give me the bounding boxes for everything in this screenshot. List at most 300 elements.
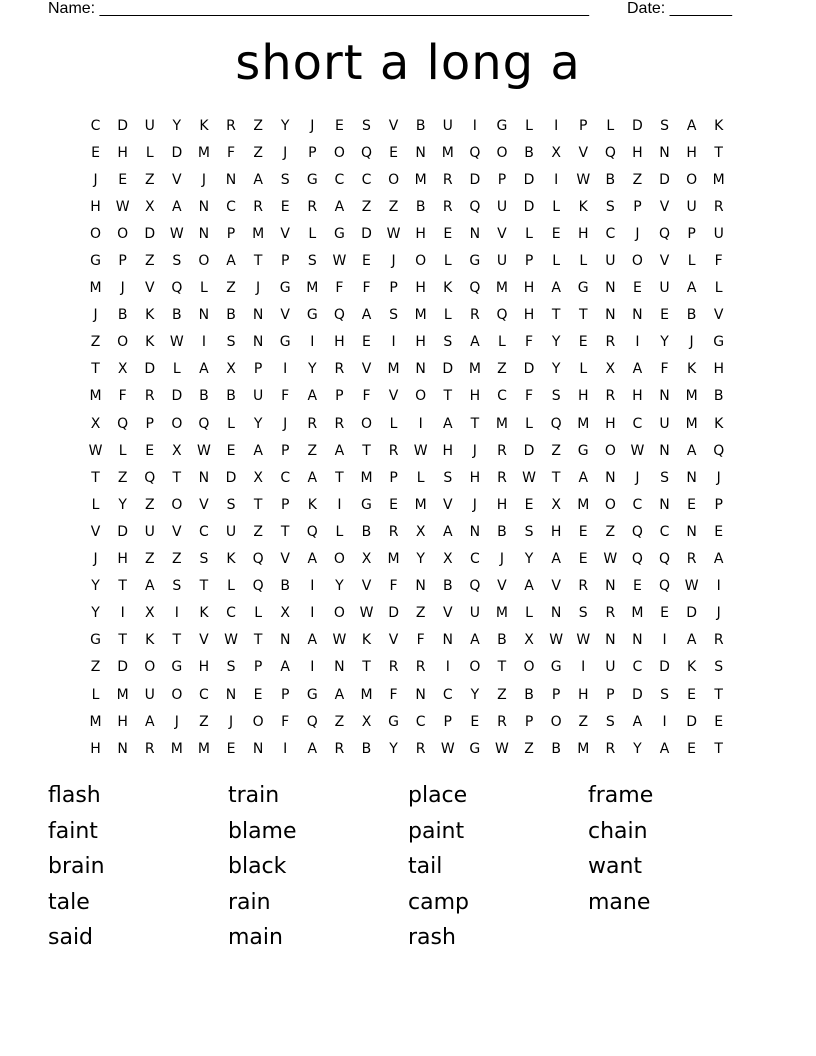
grid-letter: G: [388, 713, 399, 730]
grid-letter: T: [118, 632, 127, 649]
grid-letter: M: [414, 496, 427, 513]
date-field-label: Date: _______: [627, 0, 732, 17]
grid-letter: V: [144, 280, 155, 297]
grid-letter: G: [361, 496, 372, 513]
grid-letter: A: [307, 740, 318, 757]
grid-letter: H: [198, 659, 210, 676]
grid-letter: W: [495, 740, 509, 757]
grid-letter: U: [225, 523, 237, 540]
word-list-item: black: [228, 854, 287, 880]
grid-letter: Y: [118, 496, 127, 513]
grid-letter: H: [117, 713, 128, 730]
grid-letter: X: [361, 713, 372, 730]
grid-letter: G: [90, 632, 101, 649]
grid-letter: S: [389, 307, 399, 324]
grid-letter: Z: [199, 713, 209, 730]
grid-letter: D: [686, 605, 697, 622]
grid-letter: Z: [253, 117, 263, 134]
grid-letter: K: [199, 605, 209, 622]
grid-letter: B: [199, 388, 209, 405]
grid-letter: F: [714, 253, 723, 270]
grid-letter: T: [362, 442, 371, 459]
grid-letter: U: [144, 686, 155, 703]
grid-letter: I: [662, 713, 667, 730]
grid-letter: I: [283, 361, 288, 378]
grid-letter: Q: [360, 144, 372, 161]
grid-letter: K: [199, 117, 209, 134]
grid-letter: G: [171, 659, 183, 676]
grid-letter: F: [416, 632, 425, 649]
grid-letter: D: [117, 523, 129, 540]
grid-letter: W: [522, 469, 536, 486]
grid-letter: M: [387, 361, 400, 378]
grid-letter: T: [551, 469, 561, 486]
grid-letter: G: [90, 253, 101, 270]
grid-letter: P: [280, 253, 290, 270]
grid-letter: A: [551, 551, 561, 568]
grid-letter: Y: [335, 578, 344, 595]
grid-letter: Z: [144, 551, 155, 568]
grid-letter: X: [117, 361, 128, 378]
word-list-item: tale: [48, 889, 90, 915]
grid-letter: Q: [659, 551, 671, 568]
grid-letter: E: [632, 578, 642, 595]
grid-letter: G: [496, 117, 508, 134]
grid-letter: B: [442, 578, 453, 595]
grid-letter: Y: [551, 334, 561, 351]
grid-letter: N: [442, 632, 453, 649]
grid-letter: P: [118, 253, 127, 270]
grid-letter: W: [440, 740, 455, 757]
grid-letter: B: [117, 307, 128, 324]
grid-letter: D: [686, 713, 697, 730]
grid-letter: W: [359, 605, 374, 622]
grid-letter: Q: [117, 415, 129, 432]
grid-letter: A: [199, 361, 209, 378]
grid-letter: U: [496, 253, 508, 270]
grid-letter: K: [578, 198, 588, 215]
grid-letter: G: [469, 253, 481, 270]
grid-letter: Y: [91, 578, 100, 595]
grid-letter: X: [551, 144, 561, 161]
grid-letter: H: [442, 442, 454, 459]
grid-letter: O: [415, 388, 427, 405]
grid-letter: E: [118, 171, 128, 188]
grid-letter: L: [498, 334, 506, 351]
grid-letter: F: [362, 388, 371, 405]
grid-letter: F: [226, 144, 236, 161]
grid-letter: G: [550, 659, 562, 676]
grid-letter: E: [470, 713, 480, 730]
grid-letter: Q: [252, 578, 264, 595]
grid-letter: K: [714, 415, 724, 432]
grid-letter: O: [117, 334, 129, 351]
grid-letter: H: [550, 523, 562, 540]
grid-letter: J: [472, 442, 477, 459]
grid-letter: R: [415, 740, 426, 757]
grid-letter: U: [659, 415, 670, 432]
grid-letter: M: [414, 171, 427, 188]
grid-letter: Y: [524, 551, 534, 568]
grid-letter: W: [630, 442, 645, 459]
grid-letter: V: [659, 198, 670, 215]
grid-letter: R: [388, 523, 399, 540]
grid-letter: S: [578, 605, 588, 622]
grid-letter: V: [442, 496, 453, 513]
grid-letter: R: [442, 198, 453, 215]
grid-letter: P: [551, 686, 561, 703]
grid-letter: R: [307, 415, 318, 432]
grid-letter: E: [145, 442, 155, 459]
grid-letter: F: [118, 388, 127, 405]
grid-letter: X: [524, 632, 534, 649]
grid-letter: B: [686, 307, 697, 324]
word-list-item: chain: [588, 818, 648, 844]
grid-letter: A: [632, 713, 643, 730]
grid-letter: T: [714, 144, 723, 161]
grid-letter: J: [716, 605, 721, 622]
grid-letter: Q: [469, 280, 481, 297]
grid-letter: H: [523, 307, 535, 324]
grid-letter: O: [171, 415, 183, 432]
grid-letter: V: [199, 632, 209, 649]
grid-letter: Y: [253, 415, 263, 432]
word-list-item: train: [228, 783, 280, 808]
grid-letter: S: [714, 659, 724, 676]
grid-letter: Z: [90, 334, 101, 351]
grid-letter: N: [659, 442, 670, 459]
grid-letter: E: [443, 225, 453, 242]
grid-letter: L: [552, 198, 561, 215]
grid-letter: S: [307, 253, 317, 270]
grid-letter: V: [713, 307, 724, 324]
grid-letter: O: [469, 659, 481, 676]
grid-letter: N: [198, 198, 210, 215]
grid-letter: L: [579, 361, 588, 378]
grid-letter: M: [685, 415, 698, 432]
grid-letter: Z: [253, 144, 263, 161]
grid-letter: X: [280, 605, 290, 622]
grid-letter: J: [391, 253, 396, 270]
grid-letter: E: [687, 740, 697, 757]
grid-letter: M: [89, 713, 102, 730]
grid-letter: P: [280, 686, 290, 703]
grid-letter: L: [145, 144, 154, 161]
grid-letter: A: [442, 415, 453, 432]
grid-letter: J: [174, 713, 179, 730]
grid-letter: B: [361, 523, 372, 540]
grid-letter: T: [470, 415, 480, 432]
grid-letter: R: [307, 198, 318, 215]
grid-letter: N: [117, 740, 128, 757]
grid-letter: M: [197, 740, 210, 757]
grid-letter: X: [415, 523, 426, 540]
grid-letter: M: [360, 469, 373, 486]
grid-letter: R: [497, 442, 507, 459]
grid-letter: A: [253, 442, 263, 459]
grid-letter: R: [469, 307, 480, 324]
grid-letter: A: [307, 388, 318, 405]
grid-letter: O: [523, 659, 535, 676]
grid-letter: P: [280, 442, 290, 459]
grid-letter: K: [145, 334, 155, 351]
grid-letter: D: [171, 388, 183, 405]
grid-letter: K: [714, 117, 724, 134]
grid-letter: O: [198, 253, 210, 270]
grid-letter: K: [687, 361, 697, 378]
grid-letter: F: [281, 388, 290, 405]
grid-letter: N: [659, 144, 670, 161]
grid-letter: A: [361, 307, 372, 324]
grid-letter: N: [659, 496, 670, 513]
grid-letter: T: [253, 632, 263, 649]
grid-letter: A: [686, 442, 697, 459]
grid-letter: X: [144, 605, 155, 622]
grid-letter: K: [687, 659, 697, 676]
grid-letter: V: [442, 605, 453, 622]
grid-letter: T: [497, 659, 507, 676]
grid-letter: Q: [550, 415, 562, 432]
page-title: short a long a: [235, 35, 581, 91]
grid-letter: P: [335, 388, 344, 405]
grid-letter: R: [388, 659, 399, 676]
grid-letter: V: [361, 361, 372, 378]
grid-letter: L: [335, 523, 344, 540]
grid-letter: C: [199, 523, 209, 540]
grid-letter: A: [686, 117, 697, 134]
grid-letter: V: [497, 225, 507, 242]
grid-letter: D: [523, 171, 535, 188]
grid-letter: T: [199, 578, 209, 595]
grid-letter: W: [197, 442, 211, 459]
grid-letter: V: [280, 551, 290, 568]
grid-letter: O: [415, 253, 427, 270]
word-list-item: paint: [408, 818, 465, 844]
grid-letter: R: [605, 740, 616, 757]
grid-letter: J: [93, 551, 98, 568]
grid-letter: R: [388, 442, 399, 459]
grid-letter: H: [523, 280, 535, 297]
grid-letter: K: [443, 280, 453, 297]
grid-letter: R: [253, 198, 263, 215]
grid-letter: O: [388, 171, 400, 188]
grid-letter: P: [687, 225, 696, 242]
grid-letter: D: [117, 117, 129, 134]
grid-letter: E: [362, 253, 371, 270]
word-list-item: said: [48, 925, 94, 951]
word-list-item: place: [408, 783, 468, 808]
grid-letter: X: [361, 551, 372, 568]
grid-letter: S: [605, 713, 615, 730]
grid-letter: C: [334, 171, 345, 188]
grid-letter: S: [199, 551, 209, 568]
grid-letter: O: [252, 713, 264, 730]
grid-letter: B: [497, 523, 507, 540]
grid-letter: I: [391, 334, 396, 351]
grid-letter: R: [415, 659, 426, 676]
grid-letter: N: [225, 171, 237, 188]
grid-letter: R: [334, 740, 345, 757]
grid-letter: A: [307, 551, 318, 568]
grid-letter: D: [361, 225, 372, 242]
grid-letter: A: [334, 442, 345, 459]
word-list-item: mane: [588, 889, 651, 915]
grid-letter: B: [605, 171, 616, 188]
grid-letter: G: [279, 280, 291, 297]
grid-letter: Z: [172, 551, 182, 568]
grid-letter: P: [226, 225, 236, 242]
grid-letter: D: [659, 171, 670, 188]
grid-letter: N: [252, 334, 264, 351]
grid-letter: F: [389, 686, 398, 703]
grid-letter: B: [415, 117, 426, 134]
grid-letter: N: [605, 307, 616, 324]
grid-letter: C: [361, 171, 372, 188]
grid-letter: J: [635, 225, 640, 242]
grid-letter: T: [335, 469, 344, 486]
grid-letter: Y: [308, 361, 317, 378]
grid-letter: N: [632, 307, 643, 324]
grid-letter: Y: [91, 605, 100, 622]
grid-letter: L: [91, 496, 100, 513]
grid-letter: Z: [117, 469, 128, 486]
grid-letter: J: [283, 144, 288, 161]
grid-letter: E: [578, 551, 588, 568]
grid-letter: Q: [469, 578, 481, 595]
grid-letter: F: [389, 578, 398, 595]
grid-letter: A: [470, 334, 480, 351]
grid-letter: O: [333, 144, 345, 161]
grid-letter: S: [605, 198, 615, 215]
grid-letter: N: [605, 578, 616, 595]
grid-letter: P: [389, 280, 398, 297]
grid-letter: Z: [334, 713, 345, 730]
grid-letter: N: [415, 144, 426, 161]
grid-letter: Y: [172, 117, 182, 134]
grid-letter: M: [252, 225, 265, 242]
grid-letter: N: [605, 469, 616, 486]
grid-letter: H: [605, 415, 616, 432]
grid-letter: Q: [469, 198, 481, 215]
grid-letter: H: [469, 469, 481, 486]
grid-letter: H: [632, 388, 643, 405]
grid-letter: M: [577, 415, 590, 432]
grid-letter: R: [144, 388, 155, 405]
grid-letter: V: [388, 632, 399, 649]
grid-letter: J: [472, 496, 477, 513]
grid-letter: T: [91, 361, 100, 378]
grid-letter: U: [252, 388, 264, 405]
grid-letter: E: [362, 334, 371, 351]
grid-letter: D: [144, 225, 156, 242]
grid-letter: I: [310, 578, 315, 595]
grid-letter: I: [283, 740, 288, 757]
grid-letter: E: [334, 117, 344, 134]
grid-letter: A: [307, 469, 318, 486]
grid-letter: I: [581, 659, 586, 676]
grid-letter: P: [524, 253, 534, 270]
grid-letter: D: [523, 442, 535, 459]
grid-letter: B: [713, 388, 724, 405]
grid-letter: U: [686, 198, 697, 215]
grid-letter: R: [605, 388, 616, 405]
grid-letter: T: [578, 307, 588, 324]
word-list-item: flash: [48, 783, 101, 808]
grid-letter: W: [576, 632, 591, 649]
grid-letter: J: [716, 469, 721, 486]
grid-letter: W: [169, 225, 184, 242]
grid-letter: D: [171, 144, 183, 161]
grid-letter: J: [256, 280, 261, 297]
grid-letter: C: [632, 415, 643, 432]
grid-letter: Z: [90, 659, 101, 676]
grid-letter: G: [333, 225, 345, 242]
grid-letter: U: [144, 117, 155, 134]
grid-letter: G: [577, 442, 589, 459]
grid-letter: C: [199, 686, 209, 703]
grid-letter: Q: [252, 551, 264, 568]
grid-letter: L: [525, 117, 533, 134]
grid-letter: L: [389, 415, 398, 432]
grid-letter: I: [635, 334, 640, 351]
grid-letter: U: [713, 225, 724, 242]
grid-letter: X: [226, 361, 236, 378]
grid-letter: K: [145, 632, 155, 649]
grid-letter: S: [226, 334, 236, 351]
grid-letter: F: [660, 361, 669, 378]
grid-letter: H: [632, 144, 643, 161]
word-list-item: rain: [228, 889, 271, 915]
grid-letter: X: [253, 469, 263, 486]
grid-letter: E: [91, 144, 100, 161]
grid-letter: I: [554, 171, 559, 188]
grid-letter: M: [685, 388, 698, 405]
grid-letter: H: [415, 280, 426, 297]
grid-letter: I: [445, 659, 450, 676]
grid-letter: I: [554, 117, 559, 134]
grid-letter: H: [577, 686, 589, 703]
grid-letter: Z: [497, 361, 507, 378]
word-list-item: blame: [228, 818, 297, 844]
grid-letter: J: [120, 280, 125, 297]
grid-letter: M: [441, 144, 454, 161]
grid-letter: M: [197, 144, 210, 161]
grid-letter: G: [469, 740, 481, 757]
grid-letter: L: [308, 225, 317, 242]
grid-letter: O: [333, 551, 345, 568]
grid-letter: A: [172, 198, 182, 215]
grid-letter: K: [307, 496, 317, 513]
grid-letter: B: [551, 740, 561, 757]
grid-letter: Q: [631, 551, 643, 568]
grid-letter: O: [144, 659, 156, 676]
grid-letter: N: [415, 578, 426, 595]
grid-letter: G: [279, 334, 291, 351]
grid-letter: I: [662, 632, 667, 649]
grid-letter: P: [633, 198, 642, 215]
grid-letter: I: [174, 605, 179, 622]
grid-letter: N: [469, 523, 481, 540]
grid-letter: R: [497, 713, 507, 730]
grid-letter: J: [201, 171, 206, 188]
grid-letter: L: [525, 415, 533, 432]
grid-letter: S: [172, 578, 182, 595]
grid-letter: Q: [144, 469, 156, 486]
grid-letter: M: [495, 415, 508, 432]
grid-letter: O: [333, 605, 345, 622]
grid-letter: S: [443, 469, 453, 486]
grid-letter: H: [577, 225, 589, 242]
